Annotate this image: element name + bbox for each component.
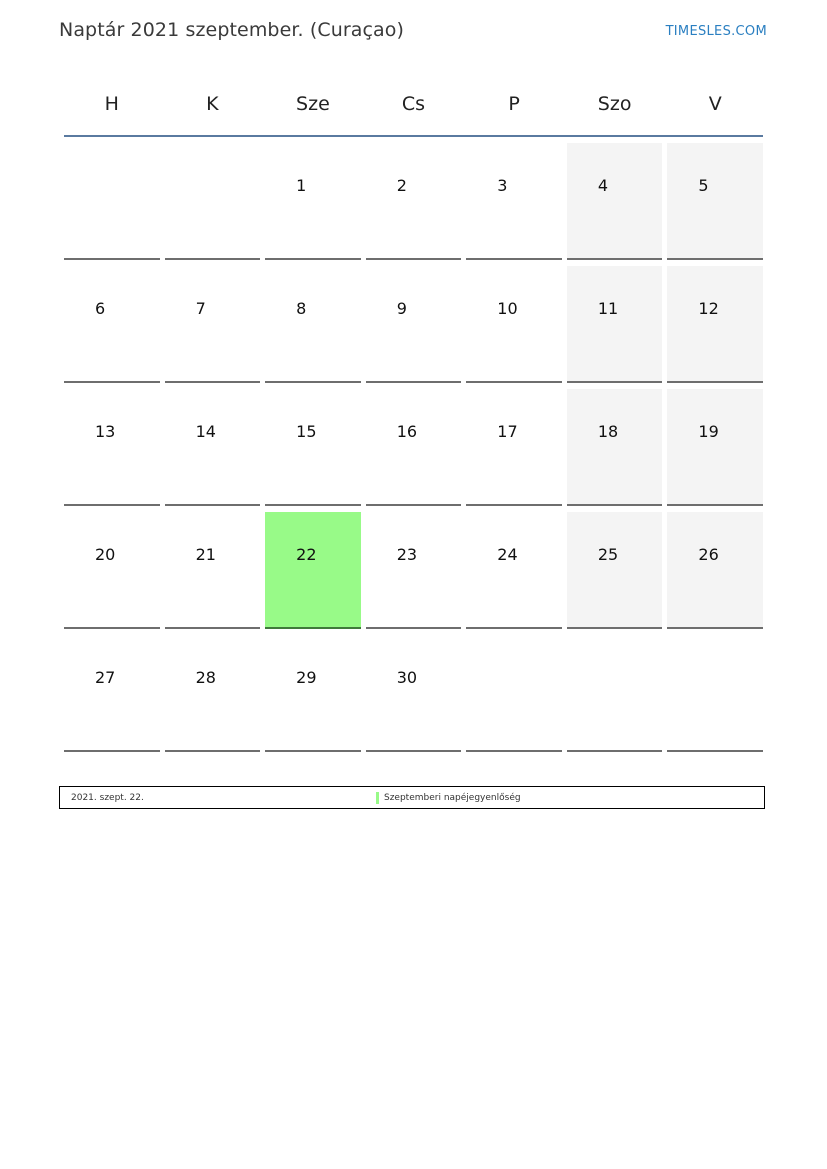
day-cell[interactable] bbox=[667, 143, 763, 260]
empty-day-cell bbox=[567, 635, 663, 752]
day-cell[interactable] bbox=[466, 512, 562, 629]
day-cell[interactable] bbox=[366, 143, 462, 260]
holiday-legend bbox=[59, 786, 765, 809]
day-number: 24 bbox=[497, 545, 518, 564]
day-number: 23 bbox=[396, 545, 418, 564]
day-number: 18 bbox=[597, 422, 619, 441]
day-number: 25 bbox=[597, 545, 619, 564]
weekday-sunday: V bbox=[708, 92, 722, 115]
day-cell[interactable] bbox=[667, 266, 763, 383]
header-divider bbox=[64, 135, 763, 137]
day-cell[interactable] bbox=[466, 389, 562, 506]
day-number: 2 bbox=[396, 176, 407, 195]
empty-day-cell bbox=[165, 143, 261, 260]
day-cell[interactable] bbox=[165, 266, 261, 383]
page-title: Naptár 2021 szeptember. (Curaçao) bbox=[59, 19, 405, 41]
day-cell[interactable] bbox=[366, 635, 462, 752]
day-cell[interactable] bbox=[466, 143, 562, 260]
day-number: 19 bbox=[698, 422, 719, 441]
day-number: 8 bbox=[296, 299, 307, 318]
day-cell[interactable] bbox=[165, 635, 261, 752]
day-number: 17 bbox=[497, 422, 518, 441]
weekday-thursday: Cs bbox=[401, 92, 426, 115]
day-number: 5 bbox=[698, 176, 709, 195]
day-cell[interactable] bbox=[64, 635, 160, 752]
day-cell[interactable] bbox=[165, 389, 261, 506]
day-number: 22 bbox=[296, 545, 317, 564]
day-number: 12 bbox=[698, 299, 719, 318]
day-cell[interactable] bbox=[366, 266, 462, 383]
weekday-monday: H bbox=[104, 92, 119, 115]
empty-day-cell bbox=[64, 143, 160, 260]
day-number: 14 bbox=[195, 422, 216, 441]
empty-day-cell bbox=[667, 635, 763, 752]
day-number: 29 bbox=[296, 668, 317, 687]
day-cell[interactable] bbox=[567, 512, 663, 629]
day-cell[interactable] bbox=[466, 266, 562, 383]
day-cell[interactable] bbox=[265, 266, 361, 383]
day-number: 9 bbox=[396, 299, 407, 318]
day-cell[interactable] bbox=[667, 389, 763, 506]
day-number: 15 bbox=[296, 422, 317, 441]
day-number: 16 bbox=[396, 422, 418, 441]
day-cell[interactable] bbox=[667, 512, 763, 629]
weekday-wednesday: Sze bbox=[296, 92, 330, 115]
brand-link[interactable]: TIMESLES.COM bbox=[665, 24, 767, 39]
day-cell[interactable] bbox=[165, 512, 261, 629]
day-number: 1 bbox=[296, 176, 307, 195]
day-cell[interactable] bbox=[567, 143, 663, 260]
day-number: 26 bbox=[698, 545, 719, 564]
legend-color-swatch bbox=[376, 792, 379, 804]
legend-date: 2021. szept. 22. bbox=[71, 793, 144, 803]
day-number: 21 bbox=[195, 545, 216, 564]
day-number: 3 bbox=[497, 176, 508, 195]
day-cell[interactable] bbox=[64, 512, 160, 629]
day-number: 28 bbox=[195, 668, 216, 687]
day-number: 20 bbox=[95, 545, 116, 564]
day-cell[interactable] bbox=[366, 389, 462, 506]
day-cell[interactable] bbox=[64, 389, 160, 506]
legend-event-name: Szeptemberi napéjegyenlőség bbox=[384, 793, 521, 803]
weekday-tuesday: K bbox=[206, 92, 219, 115]
day-cell[interactable] bbox=[265, 389, 361, 506]
day-number: 7 bbox=[195, 299, 206, 318]
day-cell[interactable] bbox=[64, 266, 160, 383]
day-number: 30 bbox=[396, 668, 418, 687]
calendar-grid bbox=[64, 72, 763, 758]
day-number: 6 bbox=[95, 299, 106, 318]
day-cell[interactable] bbox=[366, 512, 462, 629]
day-cell[interactable] bbox=[265, 512, 361, 629]
day-number: 4 bbox=[597, 176, 609, 195]
day-number: 11 bbox=[597, 299, 619, 318]
empty-day-cell bbox=[466, 635, 562, 752]
weekday-saturday: Szo bbox=[597, 92, 632, 115]
day-cell[interactable] bbox=[265, 635, 361, 752]
day-cell[interactable] bbox=[265, 143, 361, 260]
day-cell[interactable] bbox=[567, 389, 663, 506]
weekday-friday: P bbox=[508, 92, 520, 115]
day-number: 13 bbox=[95, 422, 116, 441]
day-number: 27 bbox=[95, 668, 116, 687]
day-cell[interactable] bbox=[567, 266, 663, 383]
day-number: 10 bbox=[497, 299, 518, 318]
